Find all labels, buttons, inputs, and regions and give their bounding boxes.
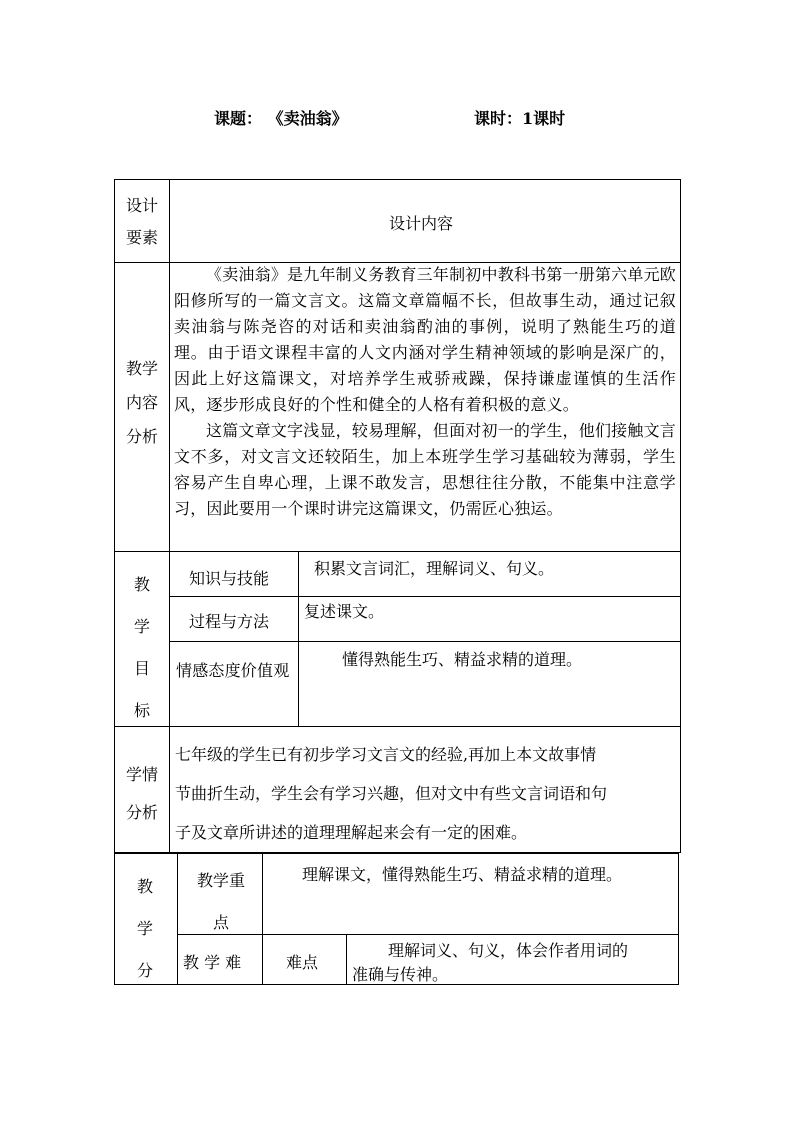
difficulty-label-a: 教 学 难 — [183, 953, 242, 972]
row-divider — [169, 641, 681, 642]
content-analysis-label: 教学 内容 分析 — [125, 359, 158, 446]
content-analysis-text — [174, 262, 676, 522]
goal-knowledge-content: 积累文言词汇，理解词义、句义。 — [314, 559, 555, 578]
col-divider — [678, 853, 679, 985]
paragraph: 这篇文章文字浅显，较易理解，但面对初一的学生，他们接触文言文不多，对文言文还较陌生，加上本班学生学习基础较为薄弱，学生容易产生自卑心理，上课不敢发言，思想往往分散，不能集中注意学习，因此要用一个课时讲完这篇课文，仍需匠心独运。 — [174, 421, 676, 518]
analysis-label: 教 学 分 — [136, 877, 153, 980]
key-point-content: 理解课文，懂得熟能生巧、精益求精的道理。 — [302, 865, 623, 884]
row-divider — [169, 596, 681, 597]
row-divider — [114, 551, 681, 552]
learner-line-1: 七年级的学生已有初步学习文言文的经验,再加上本文故事情 — [175, 745, 597, 764]
goal-process-name: 过程与方法 — [189, 612, 270, 631]
learner-line-2: 节曲折生动，学生会有学习兴趣，但对文中有些文言词语和句 — [175, 784, 608, 803]
col-divider — [346, 934, 347, 985]
difficulty-line-2: 准确与传神。 — [352, 965, 449, 984]
paragraph: 《卖油翁》是九年制义务教育三年制初中教科书第一册第六单元欧阳修所写的一篇文言文。这篇文章篇幅不长，但故事生动，通过记叙卖油翁与陈尧咨的对话和卖油翁酌油的事例，说明了熟能生巧的道理。由于语文课程丰富的人文内涵对学生精神领域的影响是深广的，因此上好这篇课文，对培养学生戒骄戒躁，保持谦虚谨慎的生活作风，逐步形成良好的个性和健全的人格有着积极的意义。 — [174, 265, 676, 414]
col-divider — [114, 853, 115, 985]
col-divider — [169, 726, 170, 853]
design-elements-label: 设计 要素 — [125, 196, 158, 247]
design-content-label: 设计内容 — [389, 214, 454, 233]
row-divider — [114, 853, 178, 854]
learner-line-3: 子及文章所讲述的道理理解起来会有一定的困难。 — [175, 823, 528, 842]
difficulty-label-b: 难点 — [286, 953, 319, 972]
goals-label: 教 学 目 标 — [133, 575, 150, 720]
lesson-topic: 课题： 《卖油翁》 — [214, 109, 348, 128]
col-divider — [177, 853, 178, 985]
lesson-period: 课时：1课时 — [474, 109, 566, 128]
col-divider — [262, 853, 263, 985]
goal-knowledge-name: 知识与技能 — [189, 569, 270, 588]
key-point-label: 教学重 点 — [196, 871, 245, 932]
goal-emotion-name: 情感态度价值观 — [176, 661, 290, 680]
goal-process-content: 复述课文。 — [304, 602, 385, 621]
difficulty-line-1: 理解词义、句义，体会作者用词的 — [388, 941, 629, 960]
row-divider — [177, 853, 679, 854]
goal-emotion-content: 懂得熟能生巧、精益求精的道理。 — [342, 650, 583, 669]
col-divider — [298, 551, 299, 727]
learner-analysis-label: 学情 分析 — [125, 765, 158, 822]
